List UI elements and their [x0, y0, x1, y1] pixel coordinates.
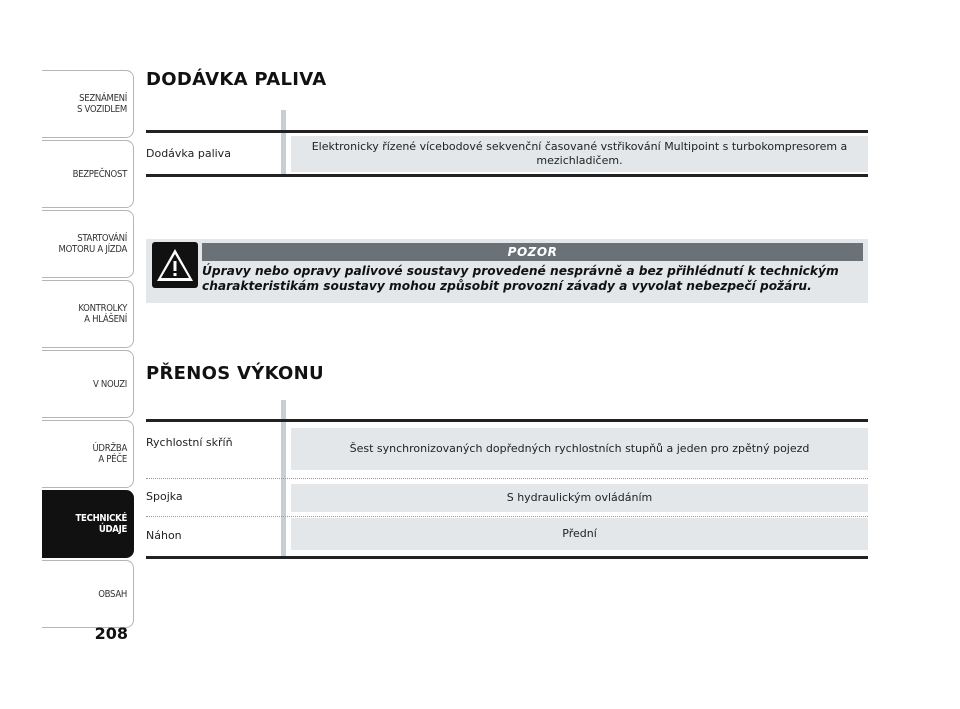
transmission-section-title: PŘENOS VÝKONU	[146, 363, 324, 384]
tab-obsah[interactable]: OBSAH	[42, 560, 134, 628]
row-divider	[146, 516, 868, 517]
row-divider	[146, 478, 868, 479]
tab-technicke-udaje[interactable]: TECHNICKÉ ÚDAJE	[42, 490, 134, 558]
table-top-rule	[146, 130, 868, 133]
column-divider	[281, 400, 286, 558]
warning-triangle-icon	[152, 242, 198, 288]
column-divider	[281, 110, 286, 176]
clutch-label: Spojka	[146, 490, 183, 503]
warning-text: Úpravy nebo opravy palivové soustavy provedené nesprávně a bez přihlédnutí k technickým charakteristikám soustavy mohou způsobit provozní závady a vyvolat nebezpečí požáru.	[202, 264, 839, 293]
drive-value: Přední	[291, 518, 868, 550]
table-top-rule	[146, 419, 868, 422]
table-bottom-rule	[146, 174, 868, 177]
drive-label: Náhon	[146, 529, 182, 542]
tab-udrzba[interactable]: ÚDRŽBA A PÉČE	[42, 420, 134, 488]
chapter-tabs	[42, 70, 134, 630]
tab-startovani[interactable]: STARTOVÁNÍ MOTORU A JÍZDA	[42, 210, 134, 278]
gearbox-label: Rychlostní skříň	[146, 436, 233, 449]
fuel-section-title: DODÁVKA PALIVA	[146, 69, 327, 90]
clutch-value: S hydraulickým ovládáním	[291, 484, 868, 512]
tab-seznameni[interactable]: SEZNÁMENÍ S VOZIDLEM	[42, 70, 134, 138]
fuel-row-value: Elektronicky řízené vícebodové sekvenční časované vstřikování Multipoint s turbokompresorem a mezichladičem.	[291, 136, 868, 172]
page-number: 208	[94, 624, 128, 643]
tab-v-nouzi[interactable]: V NOUZI	[42, 350, 134, 418]
tab-bezpecnost[interactable]: BEZPEČNOST	[42, 140, 134, 208]
tab-kontrolky[interactable]: KONTROLKY A HLÁŠENÍ	[42, 280, 134, 348]
warning-heading: POZOR	[202, 243, 863, 261]
warning-box	[146, 239, 868, 303]
table-bottom-rule	[146, 556, 868, 559]
fuel-row-label: Dodávka paliva	[146, 147, 231, 160]
gearbox-value: Šest synchronizovaných dopředných rychlostních stupňů a jeden pro zpětný pojezd	[291, 428, 868, 470]
